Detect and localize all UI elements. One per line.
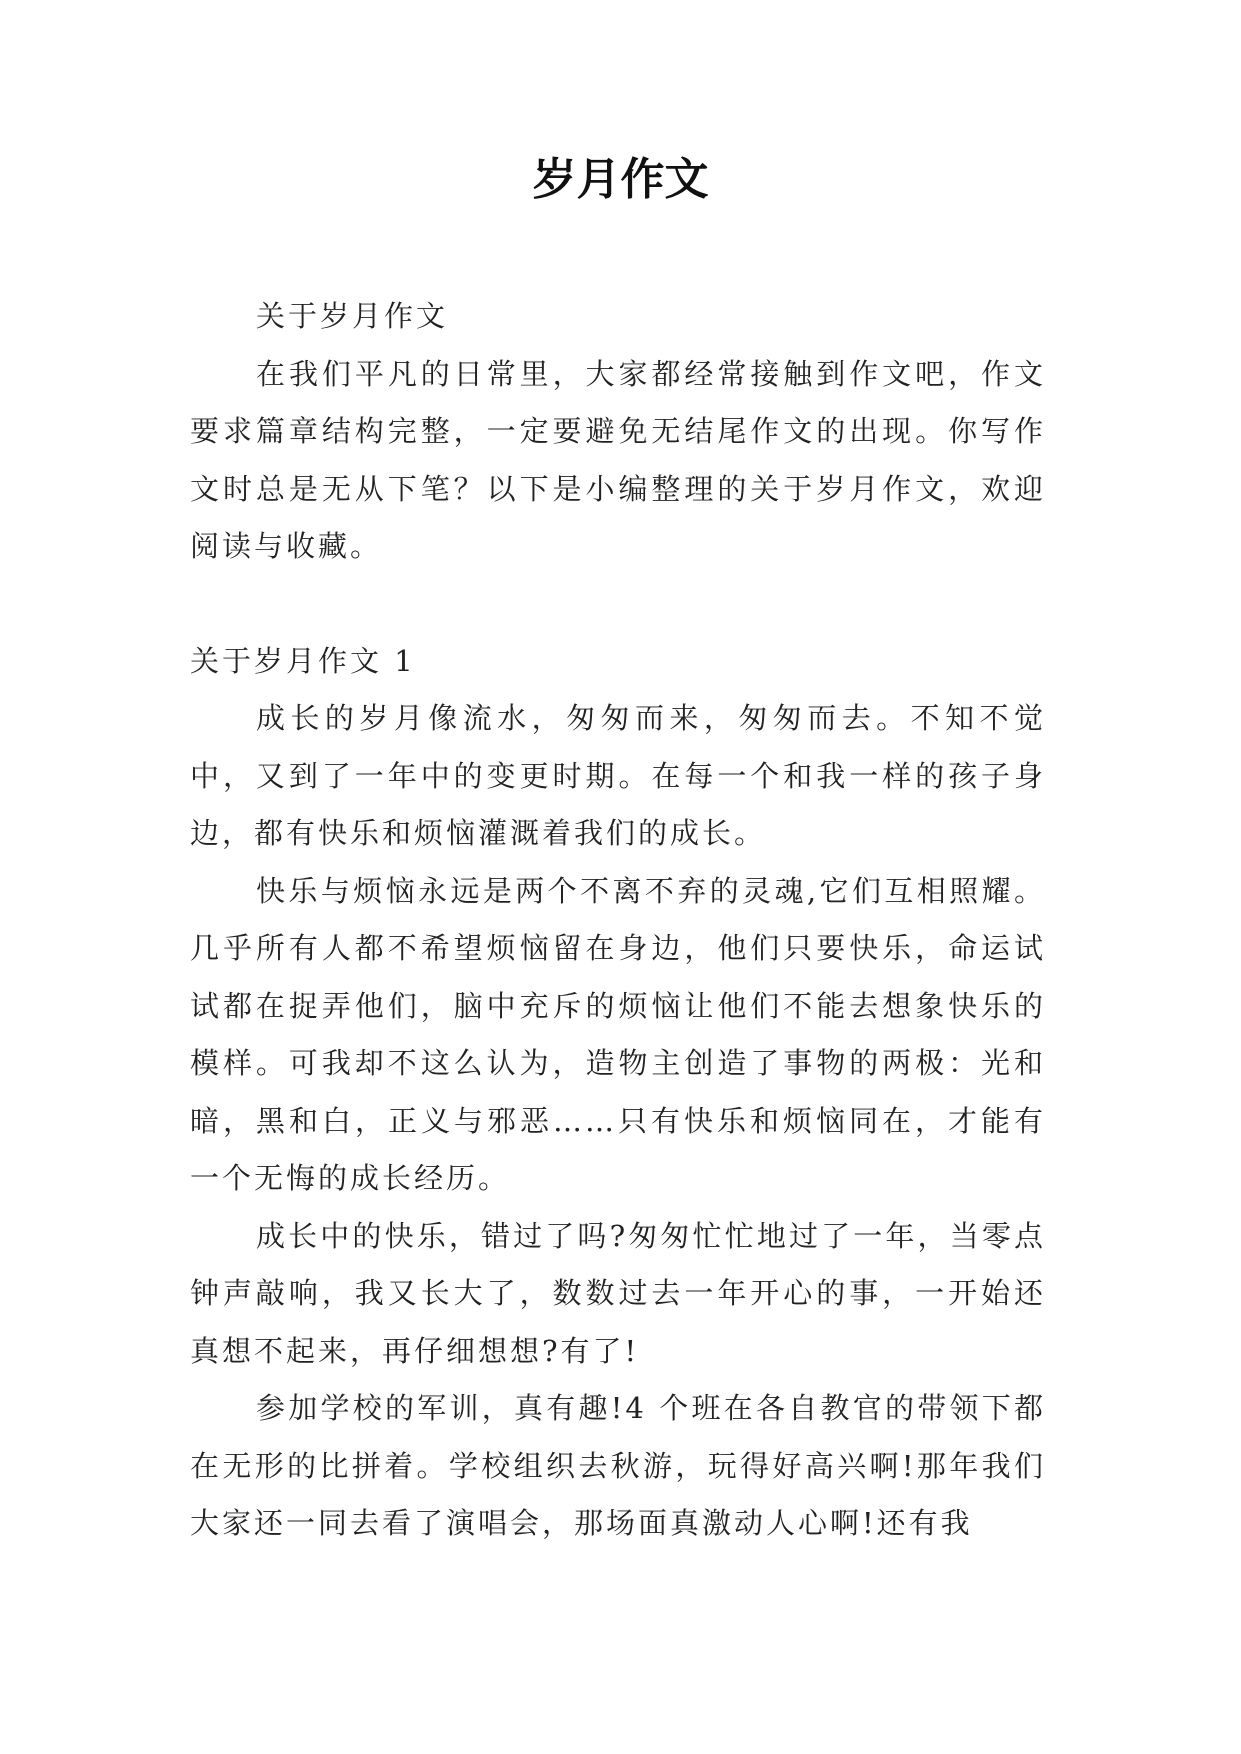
document-body — [190, 288, 1046, 1553]
section-heading: 关于岁月作文 1 — [190, 643, 416, 678]
document-subtitle: 关于岁月作文 — [256, 299, 449, 333]
body-paragraph: 成长中的快乐，错过了吗?匆匆忙忙地过了一年，当零点钟声敲响，我又长大了，数数过去一年开心的事，一开始还真想不起来，再仔细想想?有了! — [190, 1218, 1046, 1368]
body-paragraph: 参加学校的军训，真有趣!4 个班在各自教官的带领下都在无形的比拼着。学校组织去秋游，玩得好高兴啊!那年我们大家还一同去看了演唱会，那场面真激动人心啊!还有我 — [190, 1391, 1046, 1540]
intro-paragraph: 在我们平凡的日常里，大家都经常接触到作文吧，作文要求篇章结构完整，一定要避免无结尾作文的出现。你写作文时总是无从下笔？以下是小编整理的关于岁月作文，欢迎阅读与收藏。 — [190, 356, 1046, 563]
body-paragraph: 成长的岁月像流水，匆匆而来，匆匆而去。不知不觉中，又到了一年中的变更时期。在每一个和我一样的孩子身边，都有快乐和烦恼灌溉着我们的成长。 — [190, 701, 1046, 850]
body-paragraph: 快乐与烦恼永远是两个不离不弃的灵魂,它们互相照耀。几乎所有人都不希望烦恼留在身边，他们只要快乐，命运试试都在捉弄他们，脑中充斥的烦恼让他们不能去想象快乐的模样。可我却不这么认为，造物主创造了事物的两极：光和暗，黑和白，正义与邪恶……只有快乐和烦恼同在，才能有一个无悔的成长经历。 — [190, 873, 1046, 1195]
document-title: 岁月作文 — [532, 154, 709, 205]
